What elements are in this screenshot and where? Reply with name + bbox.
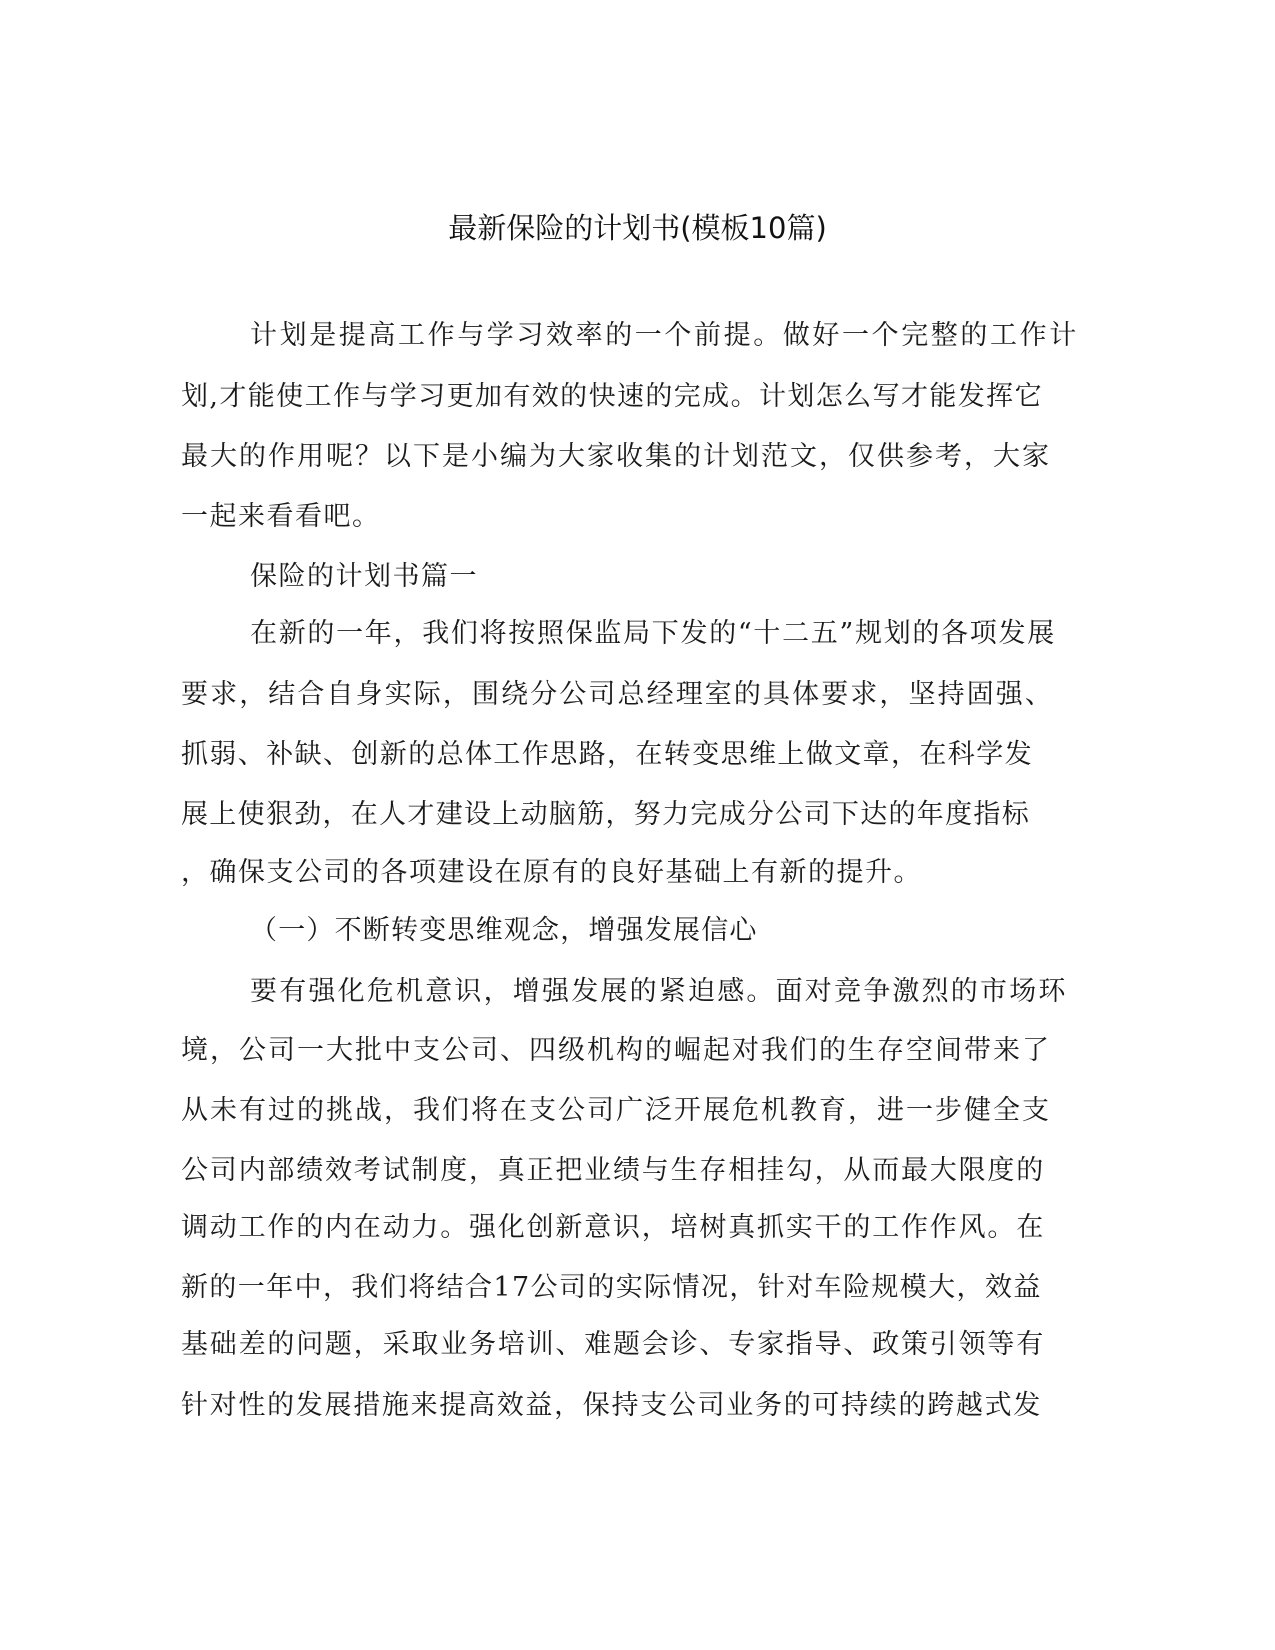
body-line: 要有强化危机意识，增强发展的紧迫感。面对竞争激烈的市场环	[250, 976, 1068, 1007]
body-line: 最大的作用呢？以下是小编为大家收集的计划范文，仅供参考，大家	[181, 441, 1051, 472]
body-line: 境，公司一大批中支公司、四级机构的崛起对我们的生存空间带来了	[181, 1035, 1051, 1066]
body-line: 一起来看看吧。	[181, 501, 381, 532]
body-line: 展上使狠劲，在人才建设上动脑筋，努力完成分公司下达的年度指标	[181, 799, 1030, 830]
body-line: 划,才能使工作与学习更加有效的快速的完成。计划怎么写才能发挥它	[181, 381, 1043, 412]
body-line: ，确保支公司的各项建设在原有的良好基础上有新的提升。	[181, 857, 922, 888]
body-line: 要求，结合自身实际，围绕分公司总经理室的具体要求，坚持固强、	[181, 679, 1054, 710]
body-line: 调动工作的内在动力。强化创新意识，培树真抓实干的工作作风。在	[181, 1212, 1045, 1243]
body-line: 抓弱、补缺、创新的总体工作思路，在转变思维上做文章，在科学发	[181, 739, 1033, 770]
body-line: 从未有过的挑战，我们将在支公司广泛开展危机教育，进一步健全支	[181, 1095, 1051, 1126]
body-line: 针对性的发展措施来提高效益，保持支公司业务的可持续的跨越式发	[181, 1390, 1042, 1421]
section-heading: 保险的计划书篇一	[250, 561, 478, 592]
body-line: 基础差的问题，采取业务培训、难题会诊、专家指导、政策引领等有	[181, 1329, 1045, 1360]
body-line: 在新的一年，我们将按照保监局下发的“十二五”规划的各项发展	[250, 618, 1056, 649]
body-line: 公司内部绩效考试制度，真正把业绩与生存相挂勾，从而最大限度的	[181, 1155, 1045, 1186]
body-line: 计划是提高工作与学习效率的一个前提。做好一个完整的工作计	[250, 320, 1079, 351]
document-title: 最新保险的计划书(模板10篇)	[448, 211, 827, 245]
subsection-heading: （一）不断转变思维观念，增强发展信心	[250, 915, 758, 946]
body-line: 新的一年中，我们将结合17公司的实际情况，针对车险规模大，效益	[181, 1272, 1042, 1303]
